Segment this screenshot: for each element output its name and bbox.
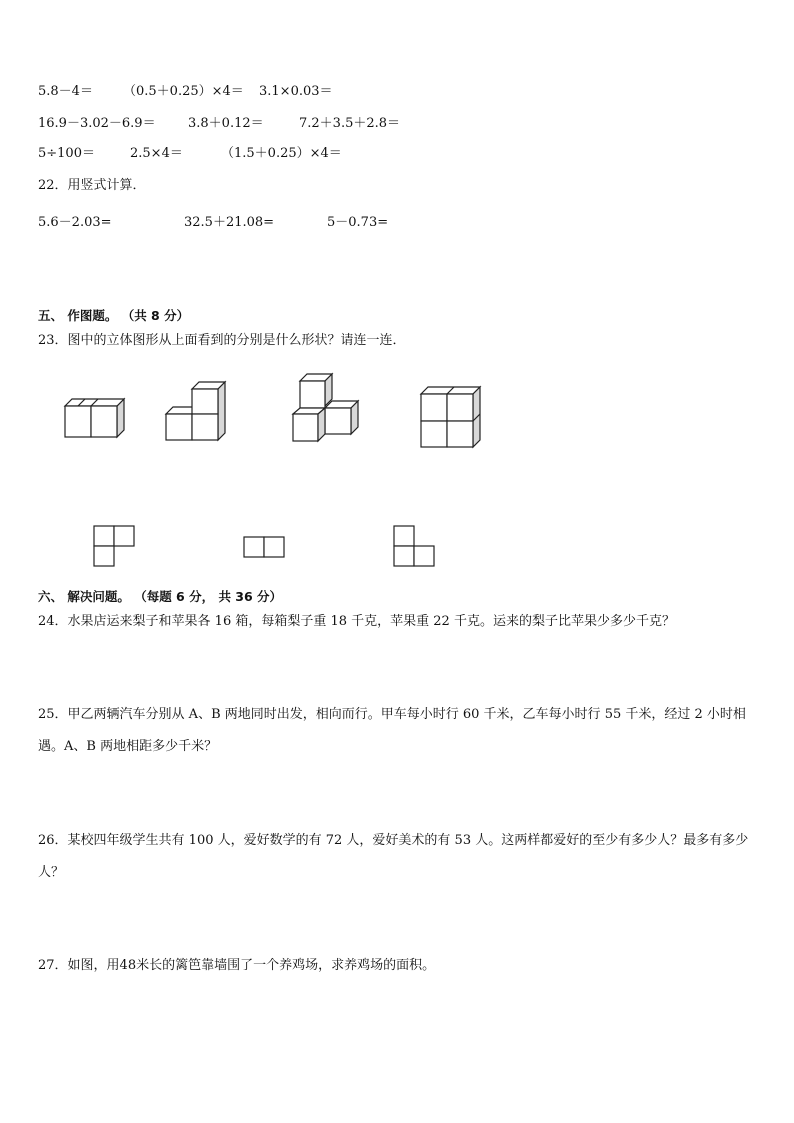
calc-item: 7.2＋3.5＋2.8＝ <box>299 116 401 131</box>
calc-item: （1.5＋0.25）×4＝ <box>221 146 342 161</box>
calc-item: （0.5＋0.25）×4＝ <box>123 84 244 99</box>
calc-item: 5÷100＝ <box>38 146 95 161</box>
question-25: 25．甲乙两辆汽车分别从 A、B 两地同时出发，相向而行。甲车每小时行 60 千米，乙车每小时行 55 千米，经过 2 小时相遇。A、B 两地相距多少千米？ <box>38 707 746 754</box>
cube-solid-1 <box>60 392 130 442</box>
calc-item: 16.9－3.02－6.9＝ <box>38 116 156 131</box>
vertical-calc-item: 5.6－2.03= <box>38 215 112 230</box>
cube-solid-2 <box>162 378 232 444</box>
vertical-calc-item: 32.5＋21.08= <box>184 215 275 230</box>
calc-item: 5.8－4＝ <box>38 84 93 99</box>
calc-item: 2.5×4＝ <box>130 146 183 161</box>
calc-item: 3.1×0.03＝ <box>259 84 333 99</box>
question-26: 26．某校四年级学生共有 100 人，爱好数学的有 72 人，爱好美术的有 53 人。这两样都爱好的至少有多少人？最多有多少人？ <box>38 833 749 880</box>
q22-title: 22．用竖式计算． <box>38 178 146 193</box>
question-27: 27．如图，用48米长的篱笆靠墙围了一个养鸡场，求养鸡场的面积。 <box>38 958 436 973</box>
question-24: 24．水果店运来梨子和苹果各 16 箱，每箱梨子重 18 千克，苹果重 22 千克。运来的梨子比苹果少多少千克？ <box>38 614 675 629</box>
calc-item: 3.8＋0.12＝ <box>188 116 264 131</box>
q23-title: 23．图中的立体图形从上面看到的分别是什么形状？请连一连． <box>38 333 406 348</box>
section-heading-5: 五、 作图题。 （共 8 分） <box>38 308 190 323</box>
vertical-calc-item: 5－0.73= <box>327 215 389 230</box>
section-heading-6: 六、 解决问题。 （每题 6 分， 共 36 分） <box>38 589 283 604</box>
top-view-L-mirrored <box>392 524 438 570</box>
top-view-2x1 <box>242 535 288 561</box>
cube-solid-3 <box>288 372 368 446</box>
cube-solid-4 <box>416 384 486 452</box>
top-view-L <box>92 524 138 570</box>
